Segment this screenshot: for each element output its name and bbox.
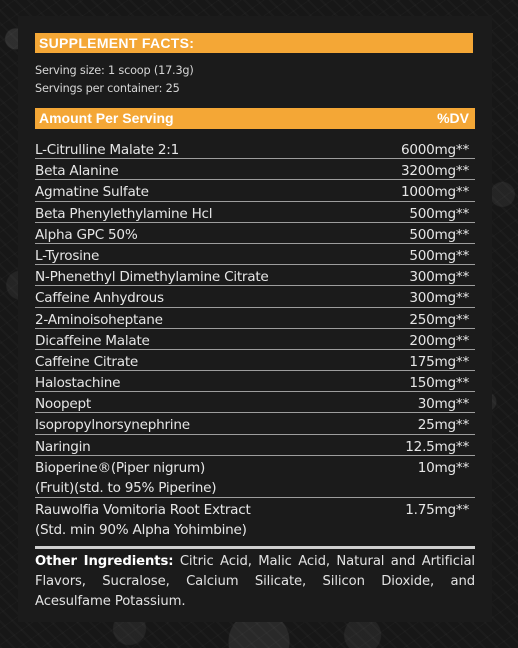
ingredient-amount: 10mg** <box>417 459 469 476</box>
ingredient-name: Agmatine Sulfate <box>35 184 149 201</box>
ingredient-amount: 300mg** <box>409 290 469 307</box>
table-row <box>35 223 475 244</box>
ingredient-table <box>35 138 475 541</box>
amount-per-serving-header: Amount Per Serving <box>39 110 174 126</box>
ingredient-name-line2: (Fruit)(std. to 95% Piperine) <box>35 479 217 496</box>
table-row <box>35 435 475 456</box>
other-ingredients-text: Citric Acid, Malic Acid, Natural and Artificial Flavors, Sucralose, Calcium Silicate, Silicon Dioxide, and Acesulfame Potassium. <box>35 554 475 609</box>
ingredient-name: Caffeine Anhydrous <box>35 290 164 307</box>
table-row <box>35 371 475 392</box>
ingredient-amount: 1.75mg** <box>405 502 469 519</box>
ingredient-amount: 500mg** <box>409 247 469 264</box>
ingredient-name: Isopropylnorsynephrine <box>35 417 190 434</box>
ingredient-amount: 25mg** <box>417 417 469 434</box>
ingredient-name: Caffeine Citrate <box>35 353 139 370</box>
ingredient-name <box>35 458 216 498</box>
servings-per-container: Servings per container: 25 <box>35 82 180 95</box>
ingredient-name: Noopept <box>35 396 92 413</box>
table-row <box>35 456 475 499</box>
ingredient-name: Naringin <box>35 438 91 455</box>
table-row <box>35 159 475 180</box>
other-ingredients <box>35 546 475 612</box>
table-header <box>35 108 475 129</box>
table-row <box>35 350 475 371</box>
table-row <box>35 498 475 541</box>
ingredient-amount: 3200mg** <box>400 163 469 180</box>
ingredient-amount: 6000mg** <box>400 142 469 158</box>
table-row <box>35 413 475 434</box>
table-row <box>35 202 475 223</box>
ingredient-amount: 175mg** <box>409 353 469 370</box>
table-row <box>35 329 475 350</box>
table-row <box>35 138 475 159</box>
ingredient-name-line1: Rauwolfia Vomitoria Root Extract <box>35 502 251 519</box>
ingredient-amount: 150mg** <box>409 375 469 392</box>
table-row <box>35 244 475 265</box>
ingredient-name: Beta Phenylethylamine Hcl <box>35 205 213 222</box>
ingredient-name-line2: (Std. min 90% Alpha Yohimbine) <box>35 522 247 539</box>
ingredient-name <box>35 500 251 540</box>
ingredient-name: 2-Aminoisoheptane <box>35 311 163 328</box>
dv-header: %DV <box>437 110 469 126</box>
ingredient-name: Alpha GPC 50% <box>35 226 138 243</box>
ingredient-name: L-Tyrosine <box>35 247 100 264</box>
serving-size: Serving size: 1 scoop (17.3g) <box>35 64 194 77</box>
table-row <box>35 265 475 286</box>
ingredient-amount: 250mg** <box>409 311 469 328</box>
table-row <box>35 308 475 329</box>
ingredient-amount: 200mg** <box>409 332 469 349</box>
other-ingredients-label: Other Ingredients: <box>35 554 174 569</box>
table-row <box>35 180 475 201</box>
ingredient-amount: 500mg** <box>409 205 469 222</box>
table-row <box>35 392 475 413</box>
ingredient-amount: 12.5mg** <box>405 438 469 455</box>
ingredient-amount: 500mg** <box>409 226 469 243</box>
ingredient-name: Dicaffeine Malate <box>35 332 150 349</box>
ingredient-amount: 1000mg** <box>400 184 469 201</box>
ingredient-amount: 30mg** <box>417 396 469 413</box>
table-row <box>35 286 475 307</box>
ingredient-name: L-Citrulline Malate 2:1 <box>35 142 179 158</box>
supplement-facts-title: SUPPLEMENT FACTS: <box>35 33 473 53</box>
ingredient-name: Beta Alanine <box>35 163 119 180</box>
ingredient-name: N-Phenethyl Dimethylamine Citrate <box>35 269 269 286</box>
ingredient-name-line1: Bioperine®(Piper nigrum) <box>35 459 206 476</box>
ingredient-name: Halostachine <box>35 375 121 392</box>
ingredient-amount: 300mg** <box>409 269 469 286</box>
